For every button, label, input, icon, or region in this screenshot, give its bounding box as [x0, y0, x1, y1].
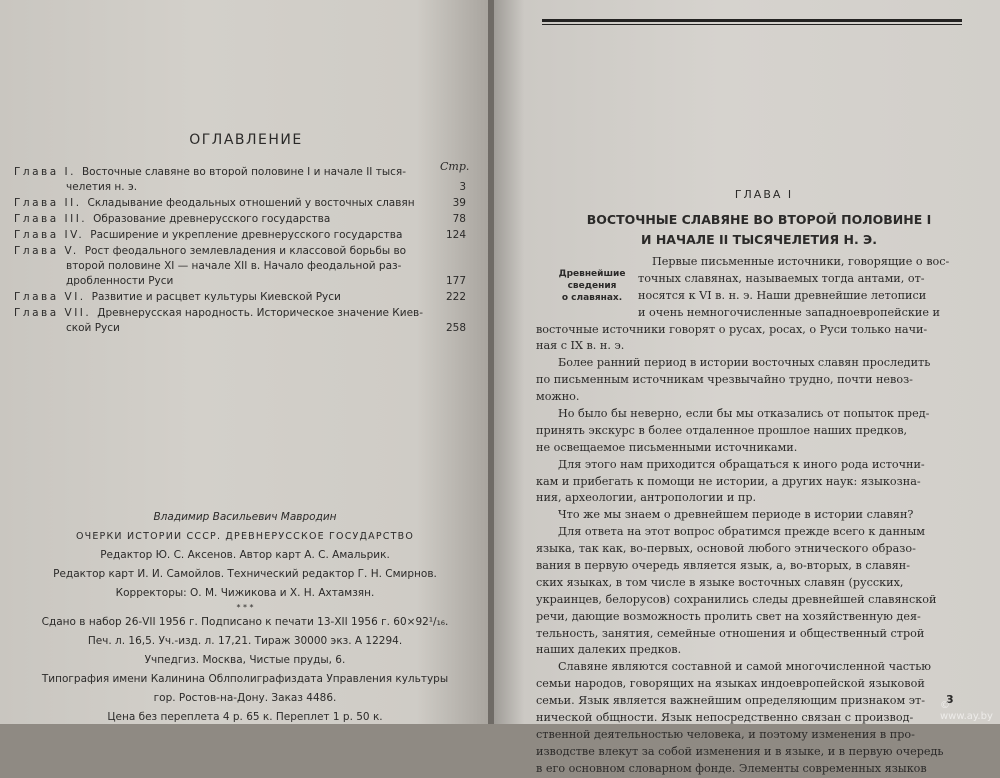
toc-entry-label: Глава VII. — [14, 307, 92, 319]
chapter-title — [554, 210, 964, 250]
toc-entry-label: Глава II. — [14, 197, 82, 209]
toc-entry-label: Глава V. — [14, 245, 79, 257]
toc-title: ОГЛАВЛЕНИЕ — [189, 132, 303, 148]
body-line: Для этого нам приходится обращаться к иного рода источни- — [558, 457, 925, 471]
toc-entry — [14, 164, 466, 195]
imprint-author: Владимир Васильевич Мавродин — [153, 511, 337, 523]
imprint-editors-1: Редактор Ю. С. Аксенов. Автор карт А. С. Амальрик. — [100, 549, 390, 561]
body-line: изводстве влекут за собой изменения и в языке, и в первую очередь — [536, 744, 944, 758]
left-page — [0, 0, 490, 724]
body-line: можно. — [536, 390, 580, 404]
toc-entry-label: Глава IV. — [14, 229, 85, 241]
body-line: носятся к VI в. н. э. Наши древнейшие летописи — [638, 288, 927, 302]
toc-entry — [14, 289, 466, 305]
toc-entry-page: 3 — [459, 181, 466, 193]
body-line: языка, так как, во-первых, основой любого этнического образо- — [536, 542, 916, 556]
toc-entry-text: Образование древнерусского государства — [93, 213, 331, 225]
toc-entry-text: Восточные славяне во второй половине I и начале II тыся- — [81, 166, 407, 178]
body-line: тельность, занятия, семейные отношения и общественный строй — [536, 626, 925, 640]
body-line: и очень немногочисленные западноевропейские и — [638, 305, 940, 319]
right-page — [494, 0, 1000, 775]
body-line: ских языках, в том числе в языке восточных славян (русских, — [536, 575, 904, 589]
toc-entry — [14, 195, 466, 211]
body-line: кам и прибегать к помощи не истории, а других наук: языкозна- — [536, 474, 921, 488]
body-line: семьи. Язык является важнейшим определяющим признаком эт- — [536, 694, 925, 708]
chapter-label: ГЛАВА I — [734, 188, 794, 201]
body-line: по письменным источникам чрезвычайно трудно, почти невоз- — [536, 373, 913, 387]
toc-page-column-label: Стр. — [440, 160, 470, 173]
page-number: 3 — [946, 693, 954, 706]
imprint-price: Цена без переплета 4 р. 65 к. Переплет 1 р. 50 к. — [107, 711, 383, 723]
toc-entry-label: Глава I. — [14, 166, 76, 178]
toc-entry-text: Древнерусская народность. Историческое значение Киев- — [97, 307, 424, 319]
imprint-stars: * * * — [236, 603, 254, 612]
watermark: © www.ay.by — [940, 700, 993, 722]
toc-entry — [14, 211, 466, 227]
toc-entry-page: 124 — [445, 229, 466, 241]
imprint-editors-2: Редактор карт И. И. Самойлов. Технический редактор Г. Н. Смирнов. — [53, 568, 437, 580]
top-rule — [542, 19, 962, 22]
toc-entry — [14, 227, 466, 243]
toc-entry-text: челетия н. э. — [66, 181, 138, 193]
chapter-title-line-1: ВОСТОЧНЫЕ СЛАВЯНЕ ВО ВТОРОЙ ПОЛОВИНЕ I — [586, 212, 932, 227]
body-line: семьи народов, говорящих на языках индоевропейской языковой — [536, 677, 925, 691]
body-line: ственной деятельностью человека, и поэтому изменения в про- — [536, 727, 915, 741]
imprint — [10, 508, 480, 727]
toc-entry-page: 78 — [452, 213, 466, 225]
chapter-body — [536, 254, 962, 778]
top-rule-thin — [542, 24, 962, 25]
toc-entry — [14, 243, 466, 289]
imprint-book-title: ОЧЕРКИ ИСТОРИИ СССР. ДРЕВНЕРУССКОЕ ГОСУДАРСТВО — [75, 531, 415, 542]
body-line: Более ранний период в истории восточных славян проследить — [558, 356, 931, 370]
toc-entry — [14, 305, 466, 336]
imprint-print-2: Печ. л. 16,5. Уч.-изд. л. 17,21. Тираж 30000 экз. А 12294. — [87, 635, 403, 647]
body-line: принять экскурс в более отдаленное прошлое наших предков, — [536, 423, 908, 437]
body-line: Но было бы неверно, если бы мы отказались от попыток пред- — [558, 407, 930, 421]
imprint-correctors: Корректоры: О. М. Чижикова и Х. Н. Ахтамзян. — [115, 587, 375, 599]
body-line: точных славянах, называемых тогда антами, от- — [638, 271, 925, 285]
body-line: наших далеких предков. — [536, 643, 682, 657]
margin-note-line: сведения — [567, 281, 617, 291]
toc-entry-text: Развитие и расцвет культуры Киевской Руси — [91, 291, 341, 303]
margin-note-line: Древнейшие — [558, 269, 626, 279]
toc-entry-text: дробленности Руси — [66, 275, 174, 287]
toc-entry-text: Рост феодального землевладения и классовой борьбы во — [84, 245, 407, 257]
toc-entry-page: 222 — [445, 291, 466, 303]
body-line: нической общности. Язык непосредственно связан с производ- — [536, 711, 914, 725]
body-line: вания в первую очередь является язык, а, во-вторых, в славян- — [536, 559, 911, 573]
chapter-title-line-2: И НАЧАЛЕ II ТЫСЯЧЕЛЕТИЯ Н. Э. — [641, 232, 877, 247]
imprint-print-5: гор. Ростов-на-Дону. Заказ 4486. — [153, 692, 337, 704]
toc-entry-text: второй половине XI — начале XII в. Начало феодальной раз- — [66, 260, 402, 272]
body-line: Для ответа на этот вопрос обратимся прежде всего к данным — [558, 525, 925, 539]
body-line: ния, археологии, антропологии и пр. — [536, 491, 757, 505]
body-line: Славяне являются составной и самой многочисленной частью — [558, 660, 932, 674]
toc-entry-label: Глава VI. — [14, 291, 86, 303]
body-line: Первые письменные источники, говорящие о вос- — [652, 255, 950, 268]
body-line: в его основном словарном фонде. Элементы современных языков — [536, 761, 927, 775]
margin-note-line: о славянах. — [561, 293, 623, 303]
body-line: ная с IX в. н. э. — [536, 339, 625, 353]
body-line: не освещаемое письменными источниками. — [536, 440, 798, 454]
toc-entry-page: 39 — [452, 197, 466, 209]
body-line: Что же мы знаем о древнейшем периоде в истории славян? — [558, 508, 914, 522]
body-line: речи, дающие возможность пролить свет на хозяйственную дея- — [536, 609, 921, 623]
imprint-print-1: Сдано в набор 26-VII 1956 г. Подписано к печати 13-XII 1956 г. 60×92¹/₁₆. — [41, 616, 449, 628]
toc-entry-page: 177 — [445, 275, 466, 287]
toc-entry-text: Расширение и укрепление древнерусского государства — [90, 229, 403, 241]
table-of-contents — [14, 164, 466, 336]
body-line: украинцев, белорусов) сохранились следы древнейшей славянской — [536, 592, 937, 606]
body-line: восточные источники говорят о русах, росах, о Руси только начи- — [536, 322, 928, 336]
imprint-print-4: Типография имени Калинина Облполиграфиздата Управления культуры — [41, 673, 449, 685]
toc-entry-page: 258 — [445, 322, 466, 334]
imprint-print-3: Учпедгиз. Москва, Чистые пруды, 6. — [144, 654, 346, 666]
toc-entry-text: ской Руси — [66, 322, 120, 334]
toc-entry-label: Глава III. — [14, 213, 88, 225]
toc-entry-text: Складывание феодальных отношений у восточных славян — [87, 197, 415, 209]
